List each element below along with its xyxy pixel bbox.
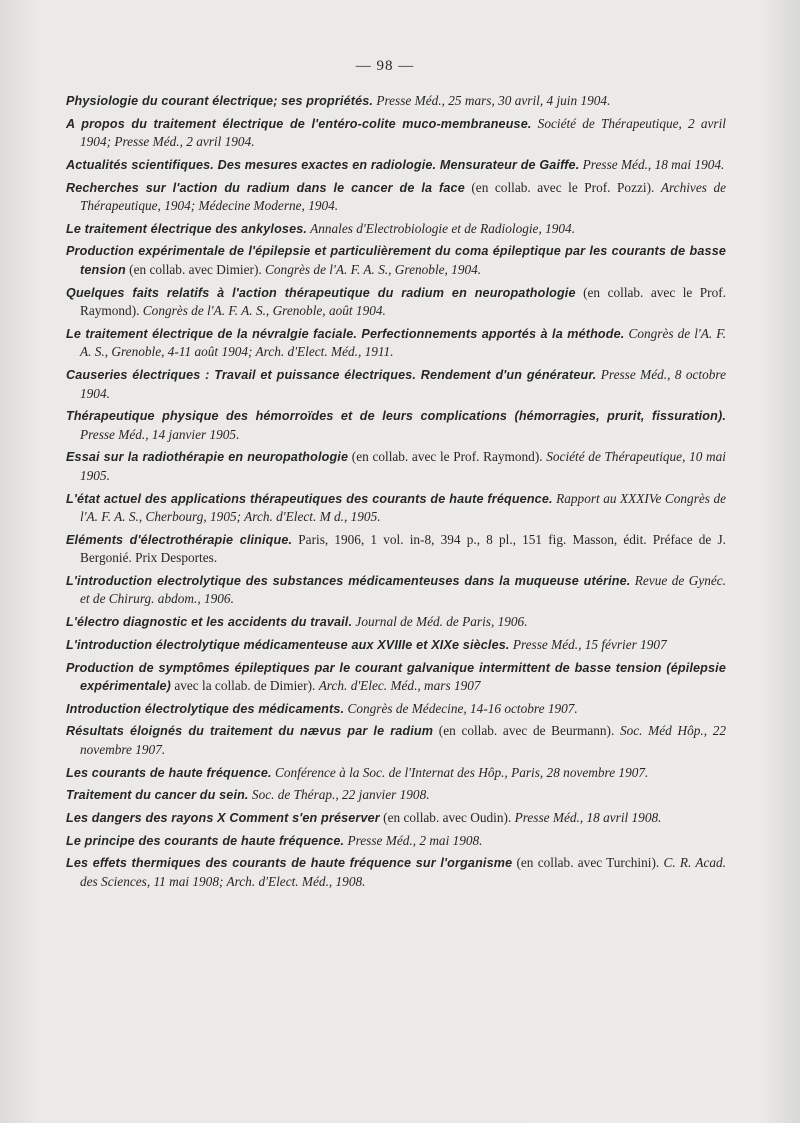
entry-title: A propos du traitement électrique de l'entéro-colite muco-membraneuse. [66,116,532,131]
entry-source: Journal de Méd. de Paris, 1906. [352,614,528,630]
bibliography-entry [66,156,726,175]
bibliography-entry [66,572,726,609]
entry-note: (en collab. avec le Prof. Raymond). [348,449,547,465]
entry-note: (en collab. avec Turchini). [512,855,664,871]
entry-source: Presse Méd., 18 mai 1904. [579,156,725,172]
entry-source: Congrès de l'A. F. A. S., Grenoble, août 1904. [142,303,386,319]
entry-source: Arch. d'Elec. Méd., mars 1907 [318,678,481,693]
entry-title: Résultats éloignés du traitement du nævus par le radium [66,724,434,739]
entry-title: L'électro diagnostic et les accidents du travail. [66,615,353,630]
bibliography-entry [66,722,726,759]
entry-note: (en collab. avec le Prof. Raymond). [80,284,727,319]
entry-source: Presse Méd., 25 mars, 30 avril, 4 juin 1904. [373,93,611,108]
entry-source: Presse Méd., 18 avril 1908. [514,809,662,825]
entry-title: Quelques faits relatifs à l'action thérapeutique du radium en neuropathologie [66,285,576,300]
entry-source: Presse Méd., 8 octobre 1904. [80,367,726,401]
entry-title: Causeries électriques : Travail et puissance électriques. Rendement d'un générateur. [66,368,597,382]
page-number: — 98 — [355,58,415,74]
entry-title: Le principe des courants de haute fréquence. [66,833,345,848]
entry-note: (en collab. avec le Prof. Pozzi). [464,179,661,195]
entry-note: (en collab. avec Dimier). [125,261,266,277]
bibliography-entry [66,448,726,485]
entry-source: Annales d'Electrobiologie et de Radiologie, 1904. [307,220,576,236]
entry-note: (en collab. avec Oudin). [379,809,515,825]
entry-title: Le traitement électrique de la névralgie faciale. Perfectionnements apportés à la méthode. [66,326,625,341]
entry-source: Presse Méd., 2 mai 1908. [344,832,483,848]
entry-note: (en collab. avec de Beurmann). [433,723,620,739]
entry-title: L'introduction electrolytique des substances médicamenteuses dans la muqueuse utérine. [66,573,631,588]
entry-source: Archives de Thérapeutique, 1904; Médecine Moderne, 1904. [80,179,726,214]
entry-title: Traitement du cancer du sein. [66,788,249,803]
entry-title: Recherches sur l'action du radium dans le cancer de la face [66,180,465,195]
entry-source: C. R. Acad. des Sciences, 11 mai 1908; Arch. d'Elect. Méd., 1908. [80,855,726,889]
entry-source: Société de Thérapeutique, 10 mai 1905. [80,449,726,483]
bibliography-entry [66,832,726,851]
bibliography-entry [66,809,726,828]
entry-source: Soc. Méd Hôp., 22 novembre 1907. [80,723,726,757]
entry-source: Congrès de Médecine, 14-16 octobre 1907. [344,700,578,716]
entry-title: Actualités scientifiques. Des mesures exactes en radiologie. Mensurateur de Gaiffe. [66,157,580,172]
bibliography-entry [66,490,726,527]
entry-source: Congrès de l'A. F. A. S., Grenoble, 1904. [265,261,482,277]
bibliography-entry [66,220,726,239]
bibliography-entry [66,786,726,805]
bibliography-entry [66,854,726,891]
bibliography-entry [66,531,726,568]
bibliography-entry [66,92,726,111]
entry-title: Le traitement électrique des ankyloses. [66,221,308,236]
bibliography-entry [66,700,726,719]
entry-source: Congrès de l'A. F. A. S., Grenoble, 4-11 août 1904; Arch. d'Elect. Méd., 1911. [80,325,726,360]
entry-title: Les effets thermiques des courants de haute fréquence sur l'organisme [66,856,513,871]
entry-title: Les courants de haute fréquence. [66,765,272,780]
entry-title: Introduction électrolytique des médicaments. [66,701,345,716]
entry-title: L'état actuel des applications thérapeutiques des courants de haute fréquence. [66,491,553,506]
entry-title: Production de symptômes épileptiques par le courant galvanique intermittent de basse tension (épilepsie expérimentale) [66,660,726,693]
bibliography-entry [66,764,726,783]
entry-source: Soc. de Thérap., 22 janvier 1908. [248,787,430,803]
entry-source: Presse Méd., 14 janvier 1905. [80,426,240,442]
bibliography-entry [66,407,726,444]
bibliography-entry [66,284,726,321]
entry-title: Physiologie du courant électrique; ses propriétés. [66,94,374,108]
bibliography-entry [66,179,726,216]
entry-source: Revue de Gynéc. et de Chirurg. abdom., 1906. [80,572,726,607]
entry-source: Presse Méd., 15 février 1907 [509,636,667,652]
bibliography-entry [66,115,726,152]
bibliography-entry [66,659,726,696]
entry-title: Essai sur la radiothérapie en neuropathologie [66,450,349,465]
bibliography-entry [66,613,726,632]
entry-source: Société de Thérapeutique, 2 avril 1904; Presse Méd., 2 avril 1904. [80,115,726,150]
entry-title: Thérapeutique physique des hémorroïdes et de leurs complications (hémorragies, prurit, fissuration). [66,409,726,424]
entry-note: Paris, 1906, 1 vol. in-8, 394 p., 8 pl., 151 fig. Masson, édit. Préface de J. Bergonié. Prix Desportes. [80,531,726,566]
bibliography-list [66,92,726,896]
bibliography-entry [66,325,726,362]
bibliography-entry [66,366,726,403]
entry-source: Conférence à la Soc. de l'Internat des Hôp., Paris, 28 novembre 1907. [271,764,649,780]
entry-title: Production expérimentale de l'épilepsie et particulièrement du coma épileptique par les courants de basse tension [66,244,726,277]
bibliography-entry [66,636,726,655]
entry-title: Eléments d'électrothérapie clinique. [66,532,293,547]
entry-title: L'introduction électrolytique médicamenteuse aux XVIIIe et XIXe siècles. [66,637,510,652]
entry-title: Les dangers des rayons X Comment s'en préserver [66,810,380,825]
entry-source: Rapport au XXXIVe Congrès de l'A. F. A. S., Cherbourg, 1905; Arch. d'Elect. M d., 1905. [80,490,726,525]
entry-note: avec la collab. de Dimier). [171,678,319,693]
bibliography-entry [66,242,726,279]
